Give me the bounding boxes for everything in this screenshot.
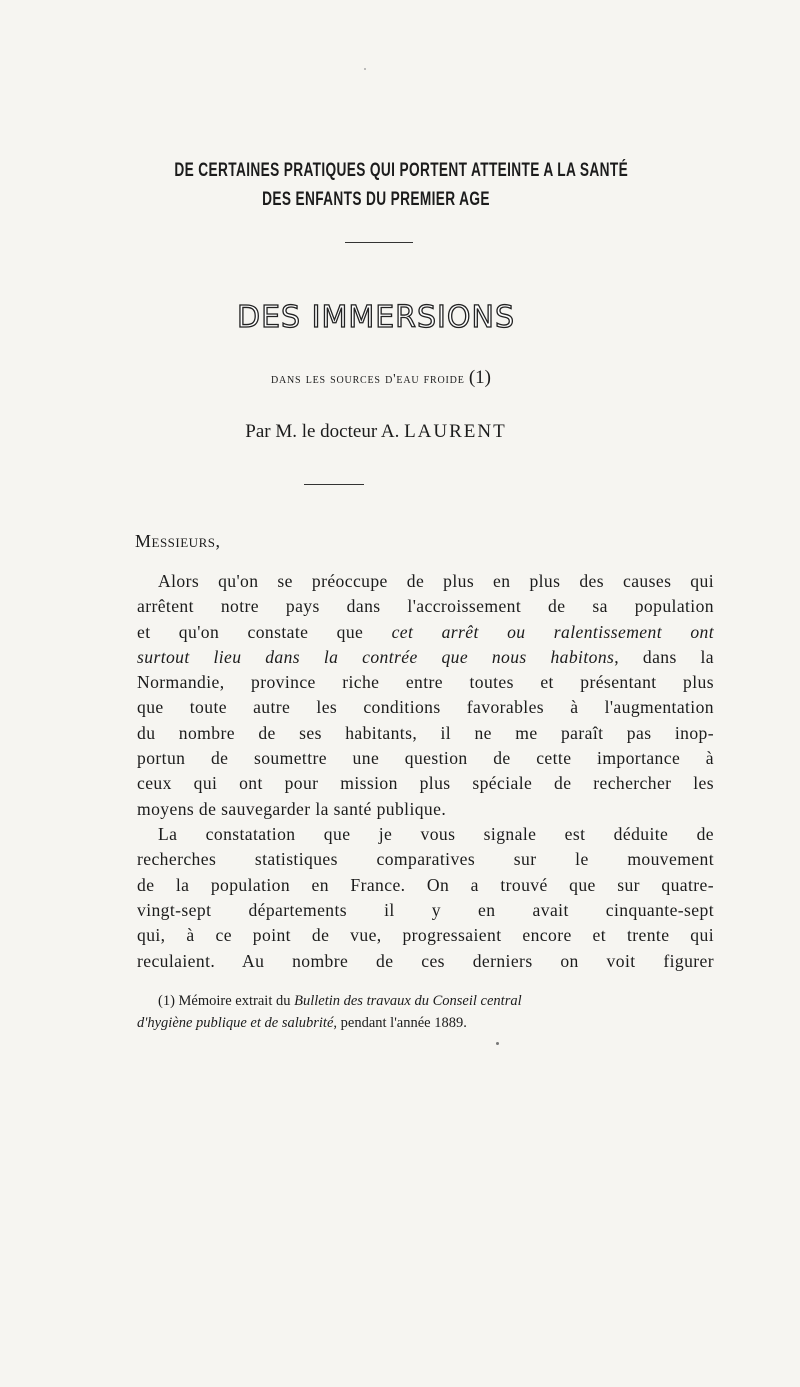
paragraph-text: et qu'on constate que [137, 622, 392, 642]
author-prefix: Par M. le docteur A. [245, 421, 400, 442]
paragraph-line: moyens de sauvegarder la santé publique. [137, 799, 447, 819]
footnote-italic: Bulletin des travaux du Conseil central [294, 993, 522, 1009]
paragraph-line: vingt-sept départements il y en avait cinquante-sept [137, 900, 714, 920]
paragraph-line [137, 646, 714, 668]
footnote-line [158, 991, 735, 1011]
series-title-line-2: DES ENFANTS DU PREMIER AGE [262, 189, 490, 210]
subtitle-text: dans les sources d'eau froide [270, 372, 465, 387]
footnote-italic: d'hygiène publique et de salubrité [137, 1015, 334, 1031]
paragraph-line: que toute autre les conditions favorables à l'augmentation [137, 697, 714, 717]
paragraph-line: de la population en France. On a trouvé que sur quatre- [137, 875, 714, 895]
paragraph-italic: cet arrêt ou ralentissement ont [391, 622, 714, 642]
paragraph-line: qui, à ce point de vue, progressaient encore et trente qui [137, 925, 714, 945]
article-subtitle [96, 367, 666, 389]
paragraph-line [137, 621, 714, 643]
paragraph-line: portun de soumettre une question de cette importance à [137, 748, 714, 768]
paragraph-line: recherches statistiques comparatives sur le mouvement [137, 849, 714, 869]
author-name: LAURENT [404, 421, 507, 442]
footnote-marker: (1) [468, 367, 492, 388]
footnote-text: , pendant l'année 1889. [333, 1015, 467, 1031]
paragraph-line: reculaient. Au nombre de ces derniers on voit figurer [137, 951, 714, 971]
paragraph-text: , dans la [614, 647, 714, 667]
divider-rule [304, 484, 364, 485]
paper-speck [364, 68, 366, 70]
salutation: Messieurs, [135, 531, 221, 551]
divider-rule [345, 242, 413, 243]
paragraph-line: ceux qui ont pour mission plus spéciale de rechercher les [137, 773, 714, 793]
series-title-line-1: DE CERTAINES PRATIQUES QUI PORTENT ATTEINTE A LA SANTÉ [174, 160, 629, 181]
paragraph-line: arrêtent notre pays dans l'accroissement de sa population [137, 596, 714, 616]
footnote-line [137, 1013, 714, 1033]
paragraph-line: du nombre de ses habitants, il ne me paraît pas inop- [137, 723, 714, 743]
author-line [96, 421, 656, 443]
article-title: DES IMMERSIONS [236, 300, 516, 335]
paper-speck [496, 1042, 499, 1045]
paragraph-italic: surtout lieu dans la contrée que nous habitons [137, 647, 615, 667]
paragraph-line: Alors qu'on se préoccupe de plus en plus des causes qui [158, 571, 714, 591]
paragraph-line: Normandie, province riche entre toutes et présentant plus [137, 672, 714, 692]
footnote-text: (1) Mémoire extrait du [158, 993, 295, 1009]
paragraph-line: La constatation que je vous signale est déduite de [158, 824, 714, 844]
